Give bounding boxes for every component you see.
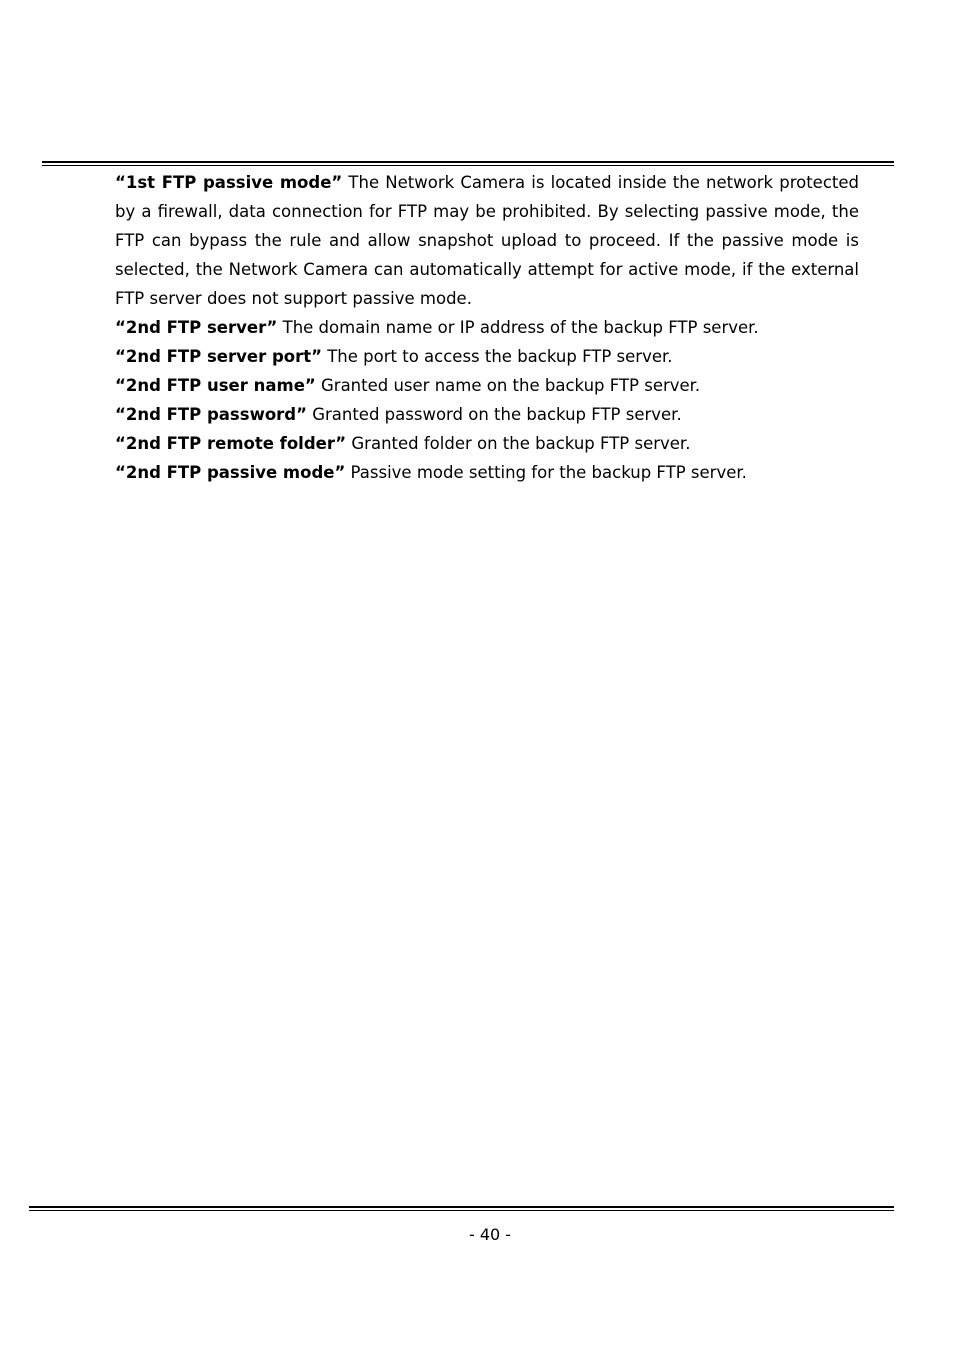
entry-2nd-ftp-server — [115, 313, 859, 342]
entry-term: “2nd FTP remote folder” — [115, 434, 347, 453]
entry-term: “2nd FTP server” — [115, 318, 278, 337]
entry-term: “2nd FTP passive mode” — [115, 463, 346, 482]
entry-description: Granted folder on the backup FTP server. — [346, 434, 691, 453]
entry-description: The domain name or IP address of the backup FTP server. — [277, 318, 759, 337]
entry-term: “2nd FTP user name” — [115, 376, 316, 395]
footer-rule-top — [29, 1206, 894, 1208]
footer-rule-bottom — [29, 1210, 894, 1211]
entry-2nd-ftp-remote-folder — [115, 429, 859, 458]
entry-description: The port to access the backup FTP server. — [321, 347, 673, 366]
header-rule-top — [42, 161, 894, 163]
entry-term: “1st FTP passive mode” — [115, 173, 343, 192]
entry-description: Granted user name on the backup FTP server. — [315, 376, 701, 395]
entry-1st-ftp-passive-mode — [115, 168, 859, 313]
entry-2nd-ftp-password — [115, 400, 859, 429]
entry-term: “2nd FTP password” — [115, 405, 307, 424]
entry-2nd-ftp-user-name — [115, 371, 859, 400]
entry-2nd-ftp-server-port — [115, 342, 859, 371]
entry-description: Granted password on the backup FTP server. — [306, 405, 682, 424]
entry-2nd-ftp-passive-mode — [115, 458, 859, 487]
entry-description: The Network Camera is located inside the network protected by a firewall, data connection for FTP may be prohibited. By selecting passive mode, the FTP can bypass the rule and allow snapshot upload to proceed. If the passive mode is selected, the Network Camera can automatically attempt for active mode, if the external FTP server does not support passive mode. — [115, 173, 859, 308]
header-rule-bottom — [42, 165, 894, 166]
entry-description: Passive mode setting for the backup FTP server. — [345, 463, 747, 482]
entry-term: “2nd FTP server port” — [115, 347, 322, 366]
page-number: - 40 - — [468, 1225, 512, 1244]
document-body — [115, 168, 859, 487]
